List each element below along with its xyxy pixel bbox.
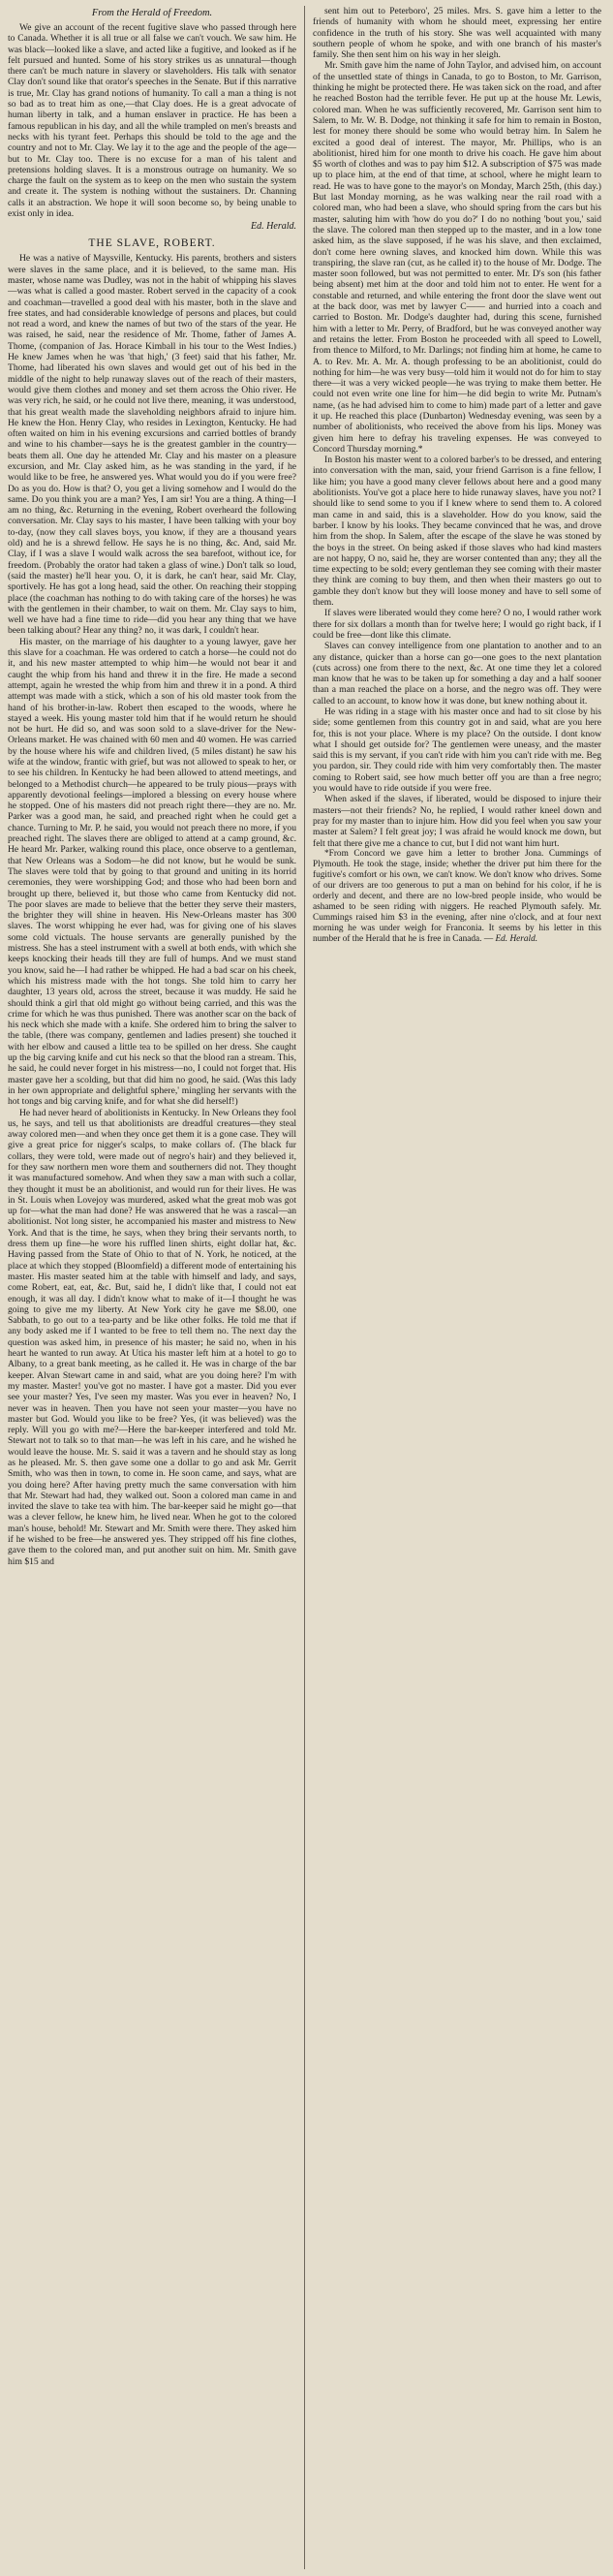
story-paragraph-10: When asked if the slaves, if liberated, would be disposed to injure their masters—not their friends? No, he replied, I would rather kneel down and pray for my master than to injure him. How did you feel when you saw your master at Salem? I felt great joy; I was afraid he would knock me down, but felt that there give me a chance to cut, but I did not want him hurt. (313, 794, 601, 849)
intro-paragraph: We give an account of the recent fugitive slave who passed through here to Canada. Whether it is all true or all false we can't vouch. We saw him. He was black—looked like a slave, and acted like a fugitive, and looked as if he felt pursued and hunted. Some of his story strikes us as unnatural—though there can't be much nature in slavery or slaveholders. His talk with senator Clay don't sound like that orator's speeches in the Senate. But if this narrative is true, Mr. Clay has grand notions of humanity. To call a man a thing is not so bad as to treat him as one,—that Clay does. He is a great advocate of human liberty in talk, and a human enslaver in practice. He has been a famous republican in his day, and all the while trampled on men's breasts and necks with his tyrant feet. Perhaps this should be told to the age and the country and not to Mr. Clay. We lay it to the age and the people of the age—but to Mr. Clay too. There is no excuse for a man of his talent and pretensions holding slaves. It is a monstrous outrage on humanity. We so charge the fault on the system as to keep on the men who sustain the system and create it. The system is nothing without the sustainers. Dr. Channing calls it an abstraction. We hope it will soon become so, by being unable to exist only in idea. (8, 22, 296, 220)
footnote-signature: Ed. Herald. (495, 933, 538, 944)
right-column (313, 6, 601, 2569)
story-paragraph-5: Mr. Smith gave him the name of John Taylor, and advised him, on account of the unsettled state of things in Canada, to go to Boston, to Mr. Garrison, thinking he might be protected there. He was taken sick on the road, and after he reached Boston had the terrible fever. He put up at the house Mr. Lewis, colored man. When he was sufficiently recovered, Mr. Garrison sent him to Salem, to Mr. W. B. Dodge, not thinking it safe for him to remain in Boston, lest for money there should be some who would betray him. In Salem he excited a good deal of interest. The mayor, Mr. Phillips, who is an abolitionist, hired him for one month to drive his coach. He gave him about $5 worth of clothes and was to pay him $12. A subscription of $75 was made up to place him, at the end of that time, at school, where he might learn to read. He was to have gone to the mayor's on Monday, March 25th, (this day.) But last Monday morning, as he was walking near the rail road with a colored man, who had been a slave, who should spring from the cars but his master, saluting him with 'how do you do?' I do no nothing 'bout you,' said the slave. The colored man then stepped up to the master, and in a low tone asked him, as the slave supposed, if he was his slave, and then exclaimed, don't come here owning slaves, and knocked him down. While this was transpiring, the slave ran (cut, as he called it) to the house of Mr. Dodge. The master soon followed, but was not permitted to enter. Mr. D's son (his father being absent) met him at the door and told him not to enter. He went for a constable and returned, and while entering the front door the slave went out at the back door, was met by lawyer C—— and hurried into a coach and carried to Boston. Mr. Dodge's daughter had, during this scene, furnished him with a letter to Mr. Perry, of Bradford, but he was conveyed another way and retains the letter. From Boston he proceeded with all speed to Lowell, from thence to Milford, to Mr. Darlings; not finding him at home, he came to A. to Rev. Mr. A. Mr. A. though professing to be an abolitionist, could do nothing for him—he was very busy—told him it would not do for him to stay there—it was a very wicked people—he was trying to make them better. He could not even write one line for him—he did begin to write Mr. Putnam's name, (as he had advised him to come to him) made part of a letter and gave it up. He reached this place (Dunbarton) Wednesday evening, was seen by a number of abolitionists, who received the above from his lips. Money was given him here to defray his traveling expenses. He was conveyed to Concord Thursday morning.* (313, 60, 601, 455)
article-headline: THE SLAVE, ROBERT. (88, 237, 216, 250)
editor-signature: Ed. Herald. (251, 221, 296, 233)
footnote-text: *From Concord we gave him a letter to brother Jona. Cummings of Plymouth. He took the stage, inside; whether the driver put him there for the fugitive's comfort or his own, we can't know. We don't know who drives. Some of our drivers are too generous to put a man on behind for his color, if he is orderly and decent, and there are no low-bred people inside, who would be ashamed to be seen riding with niggers. He reached Plymouth safely. Mr. Cummings raised him $3 in the evening, after nine o'clock, and at four next morning he was under weigh for Franconia. It seems by his letter in this number of the Herald that he is free in Canada. (313, 848, 601, 944)
story-paragraph-6: In Boston his master went to a colored barber's to be dressed, and entering into conversation with the man, said, your friend Garrison is a fine fellow, I like him; you have a good many clever fellows about here and a good many abolitionists. You've got a place here to hide runaway slaves, have you not? I should like to send some to you if I knew where to send them to. A colored man came in and said, this is a slaveholder. How do you know, said the barber. I know by his looks. They became convinced that he was, and drove him from the shop. In Salem, after the escape of the slave he was stoned by the boys in the street. On being asked if those slaves who had kind masters are not happy, O no, said he, they are worser contented than any; they all the time expecting to be sold; every gentleman they see coming with their master they think are coming to buy them, and then when their masters go out to gamble they don't know but they will loose money and have to sell some of them. (313, 455, 601, 609)
footnote: *From Concord we gave him a letter to brother Jona. Cummings of Plymouth. He took the stage, inside; whether the driver put him there for the fugitive's comfort or his own, we can't know. We don't know who drives. Some of our drivers are too generous to put a man on behind for his color, if he is orderly and decent, and there are no low-bred people inside, who would be ashamed to be seen riding with niggers. He reached Plymouth safely. Mr. Cummings raised him $3 in the evening, after nine o'clock, and at four next morning he was under weigh for Franconia. It seems by his letter in this number of the Herald that he is free in Canada. — Ed. Herald. (313, 848, 601, 944)
story-paragraph-2: His master, on the marriage of his daughter to a young lawyer, gave her this slave for a coachman. He was ordered to catch a horse—he could not do it, and his new master attempted to whip him—he would not bear it and caught the whip from his hand and threw it in the fire. He made a second attempt, again he wrested the whip from him and threw it in a pond. A third attempt was made with a stick, which a son of his old master took from the hand of his brother-in-law. Robert then escaped to the woods, where he stayed a week. His young master told him that if he would return he should not be hurt. He did so, and was soon sold to a slave-driver for the New-Orleans market. He was chained with 60 men and 40 women. He was carried by the house where his wife and children lived, (5 miles distant) he saw his wife at the window, frantic with grief, but was not allowed to speak to her, or to see his children. In Kentucky he had been allowed to attend meetings, and belonged to a Methodist church—he appeared to be truly pious—prays with apparently devotional feelings—implored a blessing on every house where he stopped. One of his masters did not preach right there—they are no. Mr. Parker was a good man, he said, and preached right when he could get a chance. Turning to Mr. P. he said, you would not preach there no more, if you preached right. The slaves there are obliged to attend at a camp ground, &c. He heard Mr. Parker, walking round this place, once observe to a gentleman, that New Orleans was a Sodom—he did not know, but he would be sunk. The slaves were told that by going to that ground and uniting in its horrid ceremonies, they were worshipping God; and those who had been born and brought up there, believed it, but those who came from Kentucky did not. The poor slaves are made to believe that the better they serve their masters, the brighter they will shine in heaven. His New-Orleans master has 300 slaves. The worst whipping he ever had, was for giving one of his slaves some cold victuals. The house servants are generally punished by the mistress. She has a steel instrument with a swell at both ends, with which she keeps knocking their heads till they are full of humps. And we must stand you know, said he—I had rather be whipped. He had a bad scar on his cheek, which his mistress made with the hot tongs. She told him to carry her daughter, 13 years old, across the street, because it was muddy. He said he should think a girl that old might go without being carried, and this was the crime for which he was thus punished. There was another scar on the back of his neck which she made with a knife. She ordered him to bring the salver to the table, (there was company, gentlemen and ladies present) she touched it with her elbow and caused a little tea to be spilled on her dress. She caught up the big carving knife and cut his neck so that the blood ran a stream. This, he said, he could never forget in his mistress—no, I could not forget that. His master gave her a scolding, but that did him no good, he said. (Was this lady in her own appropriate and delightful sphere,' mingling her servants with the hot tongs and big carving knife, and for what she did herself!) (8, 636, 296, 1108)
story-paragraph-4: sent him out to Peterboro', 25 miles. Mrs. S. gave him a letter to the friends of humanity with whom he should meet, expressing her entire confidence in the truth of his story. She was well acquainted with many southern people of whom he spoke, and with one branch of his master's family. She then sent him on his way in her sleigh. (313, 6, 601, 61)
story-paragraph-1: He was a native of Maysville, Kentucky. His parents, brothers and sisters were slaves in the same place, and it is believed, to the same man. His master, whose name was Dudley, was not in the habit of whipping his slaves—was what is called a good master. Robert served in the capacity of a cook and coachman—travelled a good deal with his master, both in the slave and free states, and had considerable knowledge of persons and places, but could not read a word, and knew the names of but two of the stars of the year. He was raised, he said, near the residence of Mr. Thome, father of James A. Thome, (companion of Jas. Horace Kimball in his tour to the West Indies.) He knew James when he was 'that high,' (3 feet) said that his father, Mr. Thome, had liberated his own slaves and would get out of his bed in the middle of the night to help runaway slaves out of the reach of their masters, would give them clothes and money and set them across the Ohio river. He was very rich, he said, or he could not live there, meaning, it was understood, that his great wealth made the slaveholding neighbors afraid to injure him. He knew the Hon. Henry Clay, who resides in Lexington, Kentucky. He had often waited on him in his evening excursions and carried bottles of brandy and wine to his chamber—says he is the greatest gambler in the country—beats them all. One day he attended Mr. Clay and his master on a pleasure excursion, and Mr. Clay asked him, as he was standing in the yard, if he would like to be free, he answered yes. What would you do if you were free? Do as you do. How is that? O, you get a living somehow and I would do the same. Do you think you are a man? Yes, I am sir! You are a thing. A thing—I am no thing, &c. Returning in the evening, Robert overheard the following conversation. Mr. Clay says to his master, I have been talking with your boy to-day, (now they call slaves boys, you know, if they are a thousand years old) and he is a shrewd fellow. He says he is no thing, &c. And, said Mr. Clay, if I was a slave I would walk across the sea barefoot, without ice, for freedom. (Probably the orator had taken a glass of wine.) Don't talk so loud, (said the master) he'll hear you. O, it is dark, he can't hear, said Mr. Clay, sportively. He has got a long head, said the other. On reaching their stopping place (the coachman has nothing to do with taking care of the horses) he was with the gentlemen in their chamber, to wait on them. Mr. Clay says to him, well we have had a fine time to ride—did you hear any thing that we have been talking about? Hear any thing? no, it was dark, I couldn't hear. (8, 253, 296, 637)
story-paragraph-9: He was riding in a stage with his master once and had to sit close by his side; some gentlemen from this country got in and said, what are you here for, this is not your place. Where is my place? On the outside. I dont know what I should get outside for? The gentlemen were uneasy, and the master said this is my servant, if you can't ride with him you can't ride with me. Beg you pardon, sir. They could ride with him very comfortably then. The master coming to Robert said, see how much better off you are than a free negro; you would have to ride outside if you were free. (313, 707, 601, 795)
left-column (8, 6, 296, 2569)
story-paragraph-7: If slaves were liberated would they come here? O no, I would rather work there for six dollars a month than for twelve here; I would go right back, if I could be free—dont like this climate. (313, 608, 601, 641)
story-paragraph-3: He had never heard of abolitionists in Kentucky. In New Orleans they fool us, he says, and tell us that abolitionists are dreadful creatures—they steal away colored men—and when they once get them it is a gone case. They will give a great price for nigger's scalps, to make collars of. (The black fur collars, they were told, were made out of negro's hair) and they believed it, for they saw northern men wore them and southerners did not. They thought it was manufactured somehow. And when they saw a man with such a collar, they thought it must be an abolitionist, and would run for their lives. He was in St. Louis when Lovejoy was murdered, asked what the great mob was got up for—what the man had done? He was answered that he was a rascal—an abolitionist. Not long sister, he accompanied his master and mistress to New York. And that is the time, he says, when they bring their servants north, to dress them up fine—he wore his ruffled linen shirts, eight dollar hat, &c. Having passed from the State of Ohio to that of N. York, he noticed, at the place at which they stopped (Bloomfield) a different mode of entertaining his master. His master seated him at the table with himself and lady, and says, come Robert, eat, eat, &c. But, said he, I didn't like that, I could not eat enough, it was all day. I didn't know what to make of it—I thought he was going to give me my liberty. At New York city he gave me $8.00, one Sabbath, to go out to a tea-party and be like other folks. He told me that if any body asked me if I wanted to be free to tell them no. The next day the question was asked him, in presence of his master; he said no, when in his heart he wanted to run away. At Utica his master left him at a hotel to go to Albany, to a great bank meeting, as he called it. He was in charge of the bar keeper. Alvan Stewart came in and said, what are you doing here? I'm with my master. Master! you've got no master. I have got a master. Did you ever see your master? Yes, I've seen my master. Was you ever in heaven? No, I never was in heaven. Then you have not seen your master—you have no master but God. Would you like to be free? Yes, (it was believed) was the reply. Will you go with me?—Here the bar-keeper interfered and told Mr. Stewart not to talk so to that man—he was left in his care, and he wished he would leave the house. Mr. S. said it was a tavern and he should stay as long as he pleased. Mr. S. then gave some one a dollar to go and ask Mr. Gerrit Smith, who was then in town, to come in. He soon came, and says, what are you doing here? After having pretty much the same conversation with him that Mr. Stewart had had, they walked out. Soon a colored man came in and invited the slave to take tea with him. The bar-keeper said he might go—that was a clever fellow, he knew him, he lived near. When he got to the colored man's house, behold! Mr. Stewart and Mr. Smith were there. They asked him if he wished to be free—he answered yes. They stripped off his fine clothes, gave them to the colored man, and put another suit on him. Mr. Smith gave him $15 and (8, 1107, 296, 1567)
column-rule (304, 6, 305, 2569)
source-line: From the Herald of Freedom. (91, 8, 213, 18)
story-paragraph-8: Slaves can convey intelligence from one plantation to another and to an any distance, quicker than a horse can go—one goes to the next plantation (cuts across) one from there to the next, &c. At one time they let a colored man know that he was to be taken up for something a day and a half sooner than a man reached the place on a horse, and the negro was off. They were called to an account, to know how it was done, but knew nothing about it. (313, 641, 601, 707)
